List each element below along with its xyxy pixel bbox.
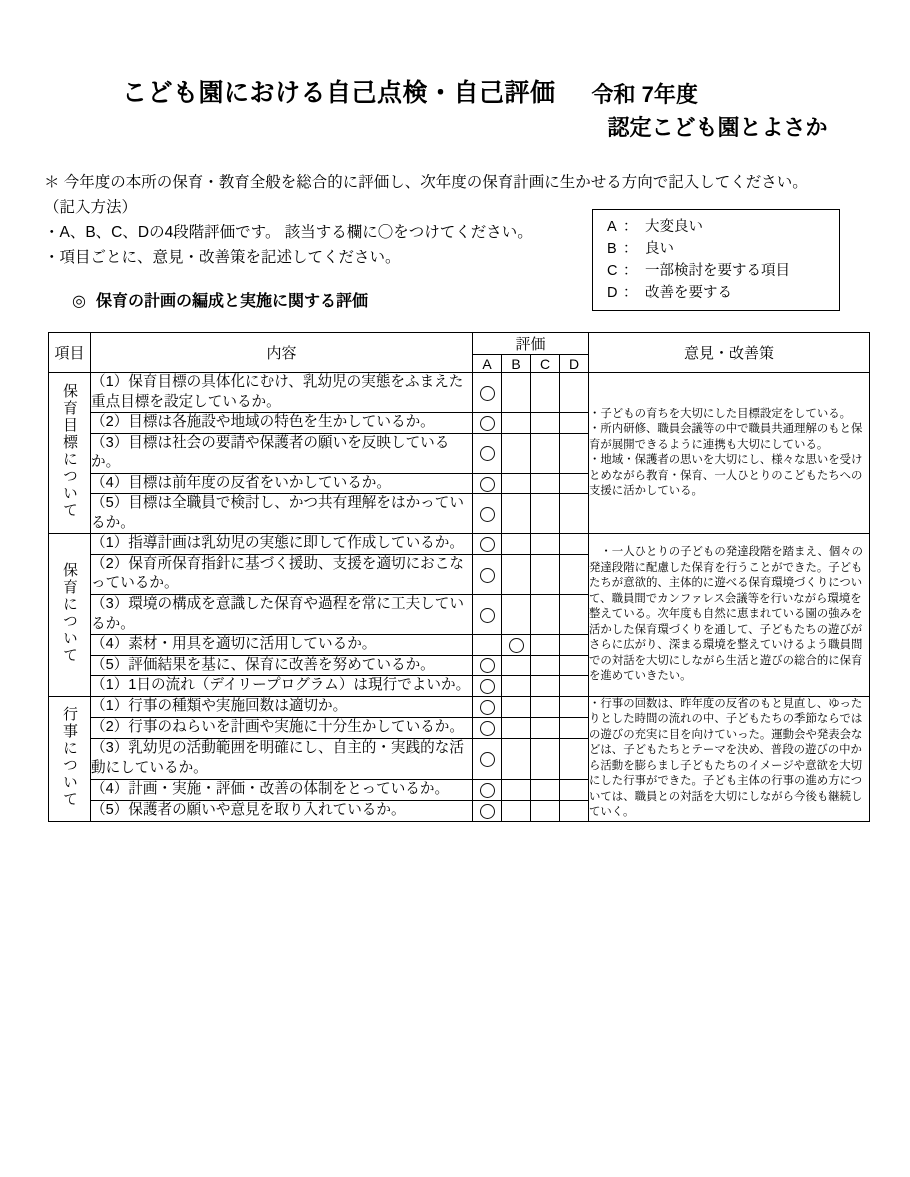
header-rating-b: B xyxy=(502,355,531,373)
legend-key-b: B xyxy=(607,241,617,258)
row-content: （1）1日の流れ（デイリープログラム）は現行でよいか。 xyxy=(91,676,473,697)
rating-cell-b[interactable] xyxy=(502,717,531,738)
legend-key-d: D xyxy=(607,285,618,302)
rating-circle-icon xyxy=(480,804,495,819)
table-row xyxy=(49,534,870,555)
legend-row-d xyxy=(607,282,839,304)
rating-cell-a[interactable] xyxy=(473,717,502,738)
rating-cell-d[interactable] xyxy=(560,655,589,676)
rating-cell-c[interactable] xyxy=(531,779,560,800)
rating-cell-c[interactable] xyxy=(531,373,560,413)
rating-cell-c[interactable] xyxy=(531,635,560,656)
row-content: （5）評価結果を基に、保育に改善を努めているか。 xyxy=(91,655,473,676)
rating-cell-c[interactable] xyxy=(531,595,560,635)
note-line: ・地域・保護者の思いを大切にし、様々な思いを受けとめながら教育・保育、一人ひとりのこどもたちへの支援に活かしている。 xyxy=(589,454,863,498)
rating-cell-b[interactable] xyxy=(502,655,531,676)
rating-cell-d[interactable] xyxy=(560,494,589,534)
header-note: 意見・改善策 xyxy=(589,333,870,373)
note-line: ・子どもの育ちを大切にした目標設定をしている。 xyxy=(589,407,852,420)
rating-cell-b[interactable] xyxy=(502,433,531,473)
instruction-line-2: （記入方法） xyxy=(44,199,138,217)
rating-cell-a[interactable] xyxy=(473,779,502,800)
rating-cell-d[interactable] xyxy=(560,373,589,413)
rating-cell-d[interactable] xyxy=(560,738,589,779)
header-meta xyxy=(592,78,828,144)
rating-cell-d[interactable] xyxy=(560,595,589,635)
rating-cell-b[interactable] xyxy=(502,473,531,494)
rating-cell-d[interactable] xyxy=(560,413,589,434)
rating-cell-c[interactable] xyxy=(531,413,560,434)
section-bullet-icon: ◎ xyxy=(72,293,86,311)
note-cell-3[interactable] xyxy=(589,696,870,821)
rating-cell-c[interactable] xyxy=(531,800,560,821)
rating-cell-c[interactable] xyxy=(531,717,560,738)
evaluation-table xyxy=(48,332,870,822)
row-content: （2）保育所保育指針に基づく援助、支援を適切におこなっているか。 xyxy=(91,554,473,594)
rating-cell-d[interactable] xyxy=(560,635,589,656)
rating-cell-c[interactable] xyxy=(531,534,560,555)
rating-circle-icon xyxy=(480,700,495,715)
rating-circle-icon xyxy=(480,537,495,552)
row-category-2 xyxy=(49,534,91,696)
row-content: （1）行事の種類や実施回数は適切か。 xyxy=(91,696,473,717)
legend-value-b: 良い xyxy=(645,241,674,258)
note-line: ・所内研修、職員会議等の中で職員共通理解のもと保育が展開できるように連携も大切にしている。 xyxy=(589,423,863,451)
legend-colon-c: ： xyxy=(623,263,638,280)
rating-cell-c[interactable] xyxy=(531,473,560,494)
rating-cell-a[interactable] xyxy=(473,494,502,534)
legend-colon-a: ： xyxy=(623,219,638,235)
rating-cell-d[interactable] xyxy=(560,676,589,697)
rating-cell-d[interactable] xyxy=(560,717,589,738)
note-line: ・一人ひとりの子どもの発達段階を踏まえ、個々の発達段階に配慮した保育を行うことができた。子どもたちが意欲的、主体的に遊べる保育環境づくりについて、職員間でカンファレス会議等を行いながら環境を整えている。次年度も自然に恵まれている園の強みを活かした保育環づくりを通して、子どもたちの遊びがさらに広がり、深まる環境を整えていけるよう職員間での対話を大切にしながら生活と遊びの総合的に保育を進めていきたい。 xyxy=(589,546,864,683)
note-line: ・行事の回数は、昨年度の反省のもと見直し、ゆったりとした時間の流れの中、子どもたちの季節ならではの遊びの充実に目を向けていった。運動会や発表会などは、子どもたちとテーマを決め、普段の遊びの中から活動を膨らまし子どもたちのイメージや意欲を大切にした行事ができた。子ども主体の行事の進め方については、職員との対話を大切にしながら今後も継続していく。 xyxy=(589,697,863,819)
rating-cell-a[interactable] xyxy=(473,676,502,697)
row-category-3 xyxy=(49,696,91,821)
rating-circle-icon xyxy=(480,386,495,401)
row-content: （5）保護者の願いや意見を取り入れているか。 xyxy=(91,800,473,821)
rating-cell-b[interactable] xyxy=(502,738,531,779)
rating-cell-c[interactable] xyxy=(531,696,560,717)
legend-row-a xyxy=(607,216,839,238)
row-content: （2）行事のねらいを計画や実施に十分生かしているか。 xyxy=(91,717,473,738)
legend-row-b xyxy=(607,238,839,260)
rating-cell-a[interactable] xyxy=(473,413,502,434)
rating-circle-icon xyxy=(480,507,495,522)
header-rating-a: A xyxy=(473,355,502,373)
rating-cell-c[interactable] xyxy=(531,738,560,779)
rating-circle-icon xyxy=(480,477,495,492)
legend-value-a: 大変良い xyxy=(645,219,703,235)
row-content: （5）目標は全職員で検討し、かつ共有理解をはかっているか。 xyxy=(91,494,473,534)
rating-circle-icon xyxy=(480,783,495,798)
rating-circle-icon xyxy=(480,752,495,767)
rating-cell-d[interactable] xyxy=(560,473,589,494)
rating-circle-icon xyxy=(480,568,495,583)
section-heading-label: 保育の計画の編成と実施に関する評価 xyxy=(95,293,368,311)
note-cell-1[interactable] xyxy=(589,373,870,534)
rating-cell-b[interactable] xyxy=(502,779,531,800)
row-content: （3）環境の構成を意識した保育や過程を常に工夫しているか。 xyxy=(91,595,473,635)
row-content: （2）目標は各施設や地域の特色を生かしているか。 xyxy=(91,413,473,434)
rating-cell-a[interactable] xyxy=(473,373,502,413)
facility-name: 認定こども園とよさか xyxy=(607,115,828,140)
rating-cell-b[interactable] xyxy=(502,373,531,413)
legend-key-a: A xyxy=(607,219,617,235)
rating-cell-a[interactable] xyxy=(473,554,502,594)
rating-circle-icon xyxy=(480,721,495,736)
rating-cell-a[interactable] xyxy=(473,800,502,821)
page-title: こども園における自己点検・自己評価 xyxy=(122,79,556,107)
rating-circle-icon xyxy=(509,638,524,653)
rating-cell-b[interactable] xyxy=(502,696,531,717)
rating-cell-c[interactable] xyxy=(531,494,560,534)
rating-cell-a[interactable] xyxy=(473,534,502,555)
table-row xyxy=(49,373,870,413)
row-category-label: 保育について xyxy=(61,562,78,665)
legend-key-c: C xyxy=(607,263,618,280)
row-content: （3）乳幼児の活動範囲を明確にし、自主的・実践的な活動にしているか。 xyxy=(91,738,473,779)
rating-cell-c[interactable] xyxy=(531,676,560,697)
table-head xyxy=(49,333,870,373)
row-content: （1）指導計画は乳幼児の実態に即して作成しているか。 xyxy=(91,534,473,555)
legend-row-c xyxy=(607,260,839,282)
row-category-label: 行事について xyxy=(61,705,78,808)
rating-cell-a[interactable] xyxy=(473,433,502,473)
rating-cell-a[interactable] xyxy=(473,738,502,779)
legend-value-d: 改善を要する xyxy=(645,285,732,302)
table-row xyxy=(49,696,870,717)
instruction-line-1: ＊ 今年度の本所の保育・教育全般を総合的に評価し、次年度の保育計画に生かせる方向で記入してください。 xyxy=(44,174,808,191)
header-content: 内容 xyxy=(91,333,473,373)
rating-cell-c[interactable] xyxy=(531,554,560,594)
row-content: （4）素材・用具を適切に活用しているか。 xyxy=(91,635,473,656)
rating-cell-d[interactable] xyxy=(560,779,589,800)
note-cell-2[interactable] xyxy=(589,534,870,696)
header-rating-d: D xyxy=(560,355,589,373)
legend-value-c: 一部検討を要する項目 xyxy=(645,263,790,280)
header-category: 項目 xyxy=(49,333,91,373)
rating-cell-a[interactable] xyxy=(473,696,502,717)
rating-cell-a[interactable] xyxy=(473,595,502,635)
legend-colon-d: ： xyxy=(623,285,638,302)
document-header xyxy=(0,0,910,144)
rating-cell-d[interactable] xyxy=(560,554,589,594)
header-rating-c: C xyxy=(531,355,560,373)
rating-legend-box xyxy=(592,209,840,311)
row-content: （1）保育目標の具体化にむけ、乳幼児の実態をふまえた重点目標を設定しているか。 xyxy=(91,373,473,413)
rating-cell-b[interactable] xyxy=(502,676,531,697)
rating-cell-a[interactable] xyxy=(473,635,502,656)
rating-cell-a[interactable] xyxy=(473,473,502,494)
rating-cell-b[interactable] xyxy=(502,595,531,635)
legend-colon-b: ： xyxy=(623,241,638,258)
rating-cell-b[interactable] xyxy=(502,635,531,656)
row-category-label: 保育目標について xyxy=(61,383,78,520)
rating-cell-b[interactable] xyxy=(502,800,531,821)
row-content: （4）目標は前年度の反省をいかしているか。 xyxy=(91,473,473,494)
table-header-row-1 xyxy=(49,333,870,355)
row-content: （4）計画・実施・評価・改善の体制をとっているか。 xyxy=(91,779,473,800)
rating-cell-d[interactable] xyxy=(560,534,589,555)
instruction-line-4: ・項目ごとに、意見・改善策を記述してください。 xyxy=(44,249,401,267)
table-body xyxy=(49,373,870,822)
rating-circle-icon xyxy=(480,679,495,694)
rating-circle-icon xyxy=(480,608,495,623)
rating-cell-b[interactable] xyxy=(502,554,531,594)
rating-cell-d[interactable] xyxy=(560,433,589,473)
rating-circle-icon xyxy=(480,658,495,673)
rating-cell-d[interactable] xyxy=(560,696,589,717)
fiscal-year: 令和 7年度 xyxy=(591,82,698,107)
rating-circle-icon xyxy=(480,416,495,431)
rating-cell-c[interactable] xyxy=(531,655,560,676)
row-category-1 xyxy=(49,373,91,534)
rating-cell-a[interactable] xyxy=(473,655,502,676)
rating-cell-b[interactable] xyxy=(502,494,531,534)
row-content: （3）目標は社会の要請や保護者の願いを反映しているか。 xyxy=(91,433,473,473)
rating-cell-d[interactable] xyxy=(560,800,589,821)
header-evaluation: 評価 xyxy=(473,333,589,355)
rating-circle-icon xyxy=(480,446,495,461)
rating-cell-c[interactable] xyxy=(531,433,560,473)
instruction-line-3: ・A、B、C、Dの4段階評価です。 該当する欄に〇をつけてください。 xyxy=(44,224,533,242)
rating-cell-b[interactable] xyxy=(502,413,531,434)
rating-cell-b[interactable] xyxy=(502,534,531,555)
